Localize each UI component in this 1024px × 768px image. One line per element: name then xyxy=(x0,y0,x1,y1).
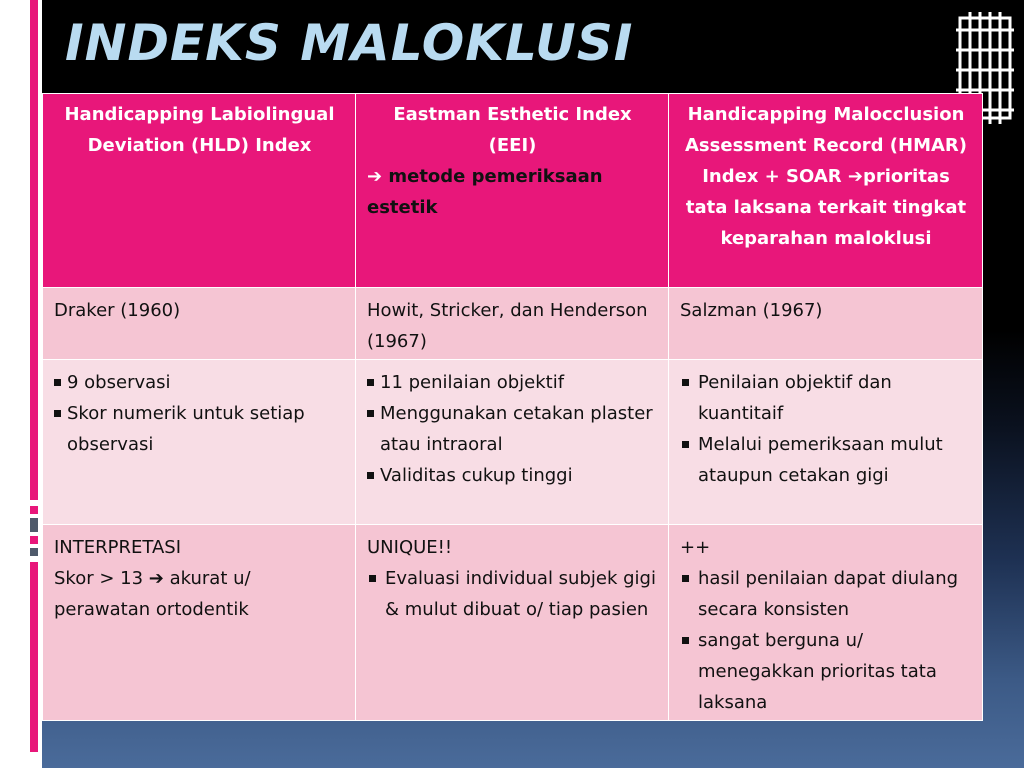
interpretation-heading: INTERPRETASI xyxy=(54,537,182,558)
list-item: 11 penilaian objektif xyxy=(367,367,658,398)
observation-cell-hmar xyxy=(669,360,983,525)
plus-list xyxy=(680,563,972,718)
plus-heading: ++ xyxy=(680,537,711,558)
observation-list-eei xyxy=(367,367,658,491)
observation-cell-hld xyxy=(43,360,356,525)
header-hmar xyxy=(669,94,983,288)
interpretation-cell-eei xyxy=(356,525,669,721)
arrow-right-icon: ➔ xyxy=(847,166,863,187)
maloclusion-index-table xyxy=(42,93,983,721)
interpretation-cell-hmar xyxy=(669,525,983,721)
header-eei-note-text: metode pemeriksaan estetik xyxy=(367,166,603,218)
author-cell-hld: Draker (1960) xyxy=(43,288,356,360)
interpretation-cell-hld xyxy=(43,525,356,721)
observation-list-hmar xyxy=(680,367,972,491)
accent-square-2 xyxy=(30,518,38,532)
list-item: Evaluasi individual subjek gigi & mulut dibuat o/ tiap pasien xyxy=(367,563,658,625)
accent-square-4 xyxy=(30,548,38,556)
list-item: 9 observasi xyxy=(54,367,345,398)
header-hmar-text-after: prioritas tata laksana terkait tingkat keparahan maloklusi xyxy=(685,166,967,249)
list-item: Melalui pemeriksaan mulut ataupun cetakan gigi xyxy=(680,429,972,491)
author-cell-hmar: Salzman (1967) xyxy=(669,288,983,360)
observation-list-hld xyxy=(54,367,345,460)
table-row-interpretation xyxy=(43,525,983,721)
author-cell-eei: Howit, Stricker, dan Henderson (1967) xyxy=(356,288,669,360)
header-eei xyxy=(356,94,669,288)
list-item: Penilaian objektif dan kuantitaif xyxy=(680,367,972,429)
header-eei-note xyxy=(367,161,658,223)
accent-square-1 xyxy=(30,506,38,514)
header-eei-title: Eastman Esthetic Index (EEI) xyxy=(393,104,632,156)
header-hld-text: Handicapping Labiolingual Deviation (HLD) Index xyxy=(64,104,335,156)
table-header-row xyxy=(43,94,983,288)
slide-title: INDEKS MALOKLUSI xyxy=(65,14,634,72)
unique-list xyxy=(367,563,658,625)
accent-bar-top xyxy=(30,0,38,500)
accent-square-3 xyxy=(30,536,38,544)
interpretation-score-text: Skor > 13 xyxy=(54,568,149,589)
accent-bar-bottom xyxy=(30,562,38,752)
arrow-right-icon: ➔ xyxy=(367,166,383,187)
interpretation-result-text: akurat u/ perawatan ortodentik xyxy=(54,568,251,620)
list-item: sangat berguna u/ menegakkan prioritas tata laksana xyxy=(680,625,972,718)
list-item: Validitas cukup tinggi xyxy=(367,460,658,491)
header-hmar-text: Handicapping Malocclusion Assessment Record (HMAR) Index + SOAR xyxy=(685,104,967,187)
table-row-authors xyxy=(43,288,983,360)
list-item: Menggunakan cetakan plaster atau intraoral xyxy=(367,398,658,460)
observation-cell-eei xyxy=(356,360,669,525)
header-hld xyxy=(43,94,356,288)
arrow-right-icon: ➔ xyxy=(148,568,164,589)
list-item: hasil penilaian dapat diulang secara konsisten xyxy=(680,563,972,625)
left-decoration-strip xyxy=(0,0,42,768)
list-item: Skor numerik untuk setiap observasi xyxy=(54,398,345,460)
table-row-observations xyxy=(43,360,983,525)
unique-heading: UNIQUE!! xyxy=(367,537,453,558)
